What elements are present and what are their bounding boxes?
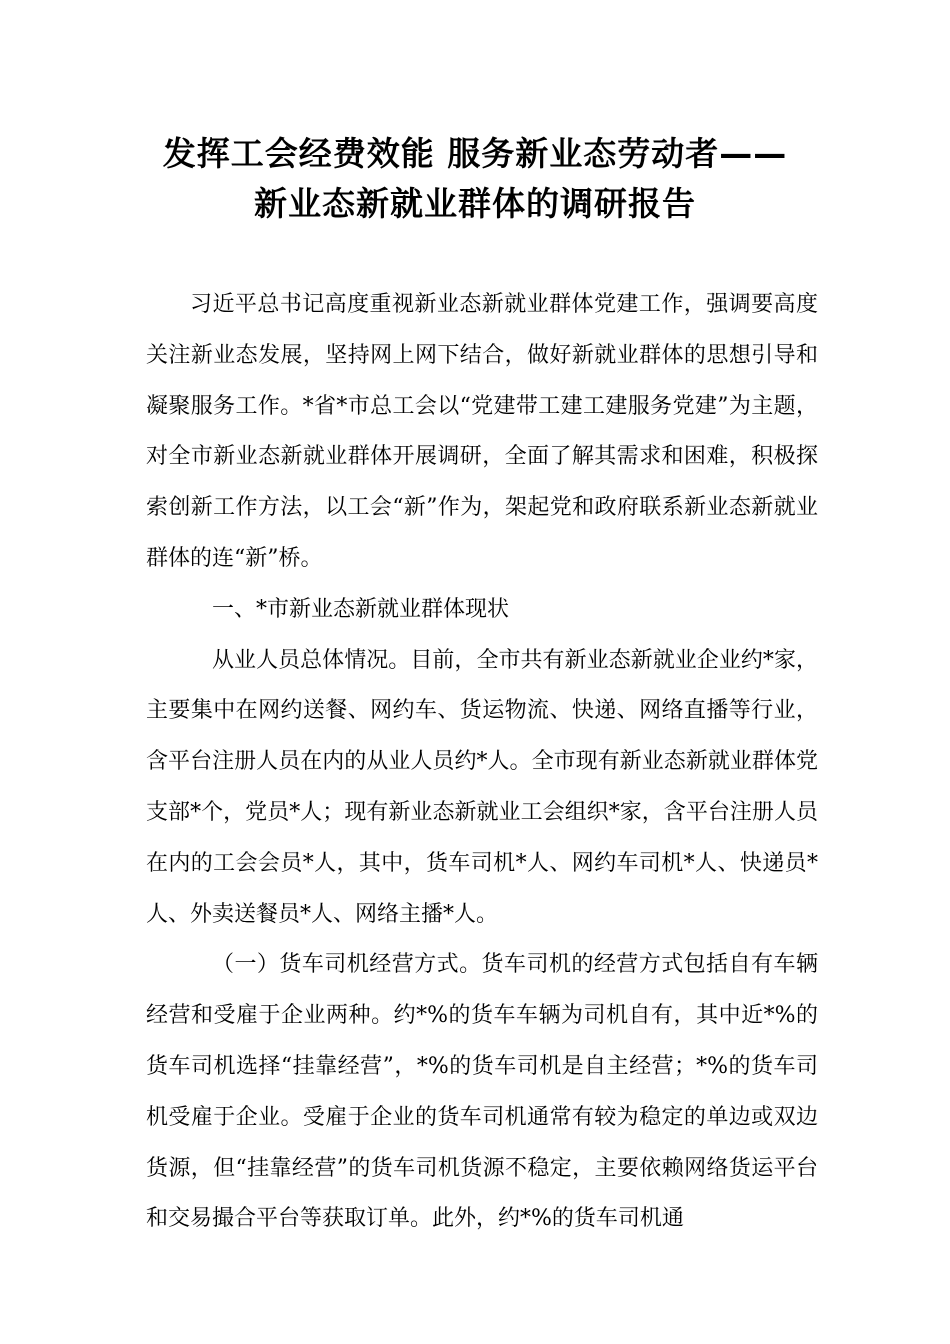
intro-paragraph: 习近平总书记高度重视新业态新就业群体党建工作，强调要高度关注新业态发展，坚持网上网下结合，做好新就业群体的思想引导和凝聚服务工作。*省*市总工会以“党建带工建工建服务党建”为主题，对全市新业态新就业群体开展调研，全面了解其需求和困难，积极探索创新工作方法，以工会“新”作为，架起党和政府联系新业态新就业群体的连“新”桥。 [146, 292, 818, 571]
document-title-line-1: 发挥工会经费效能 服务新业态劳动者—— [162, 134, 788, 173]
document-body [146, 280, 818, 1245]
section-heading-1: 一、*市新业态新就业群体现状 [212, 596, 510, 622]
truck-driver-paragraph: （一）货车司机经营方式。货车司机的经营方式包括自有车辆经营和受雇于企业两种。约*%的货车车辆为司机自有，其中近*%的货车司机选择“挂靠经营”，*%的货车司机是自主经营；*%的货车司机受雇于企业。受雇于企业的货车司机通常有较为稳定的单边或双边货源，但“挂靠经营”的货车司机货源不稳定，主要依赖网络货运平台和交易撮合平台等获取订单。此外，约*%的货车司机通 [146, 952, 818, 1232]
workforce-overview-paragraph: 从业人员总体情况。目前，全市共有新业态新就业企业约*家，主要集中在网约送餐、网约车、货运物流、快递、网络直播等行业，含平台注册人员在内的从业人员约*人。全市现有新业态新就业群体党支部*个，党员*人；现有新业态新就业工会组织*家，含平台注册人员在内的工会会员*人，其中，货车司机*人、网约车司机*人、快递员*人、外卖送餐员*人、网络主播*人。 [146, 647, 818, 927]
document-title-line-2: 新业态新就业群体的调研报告 [254, 184, 696, 223]
